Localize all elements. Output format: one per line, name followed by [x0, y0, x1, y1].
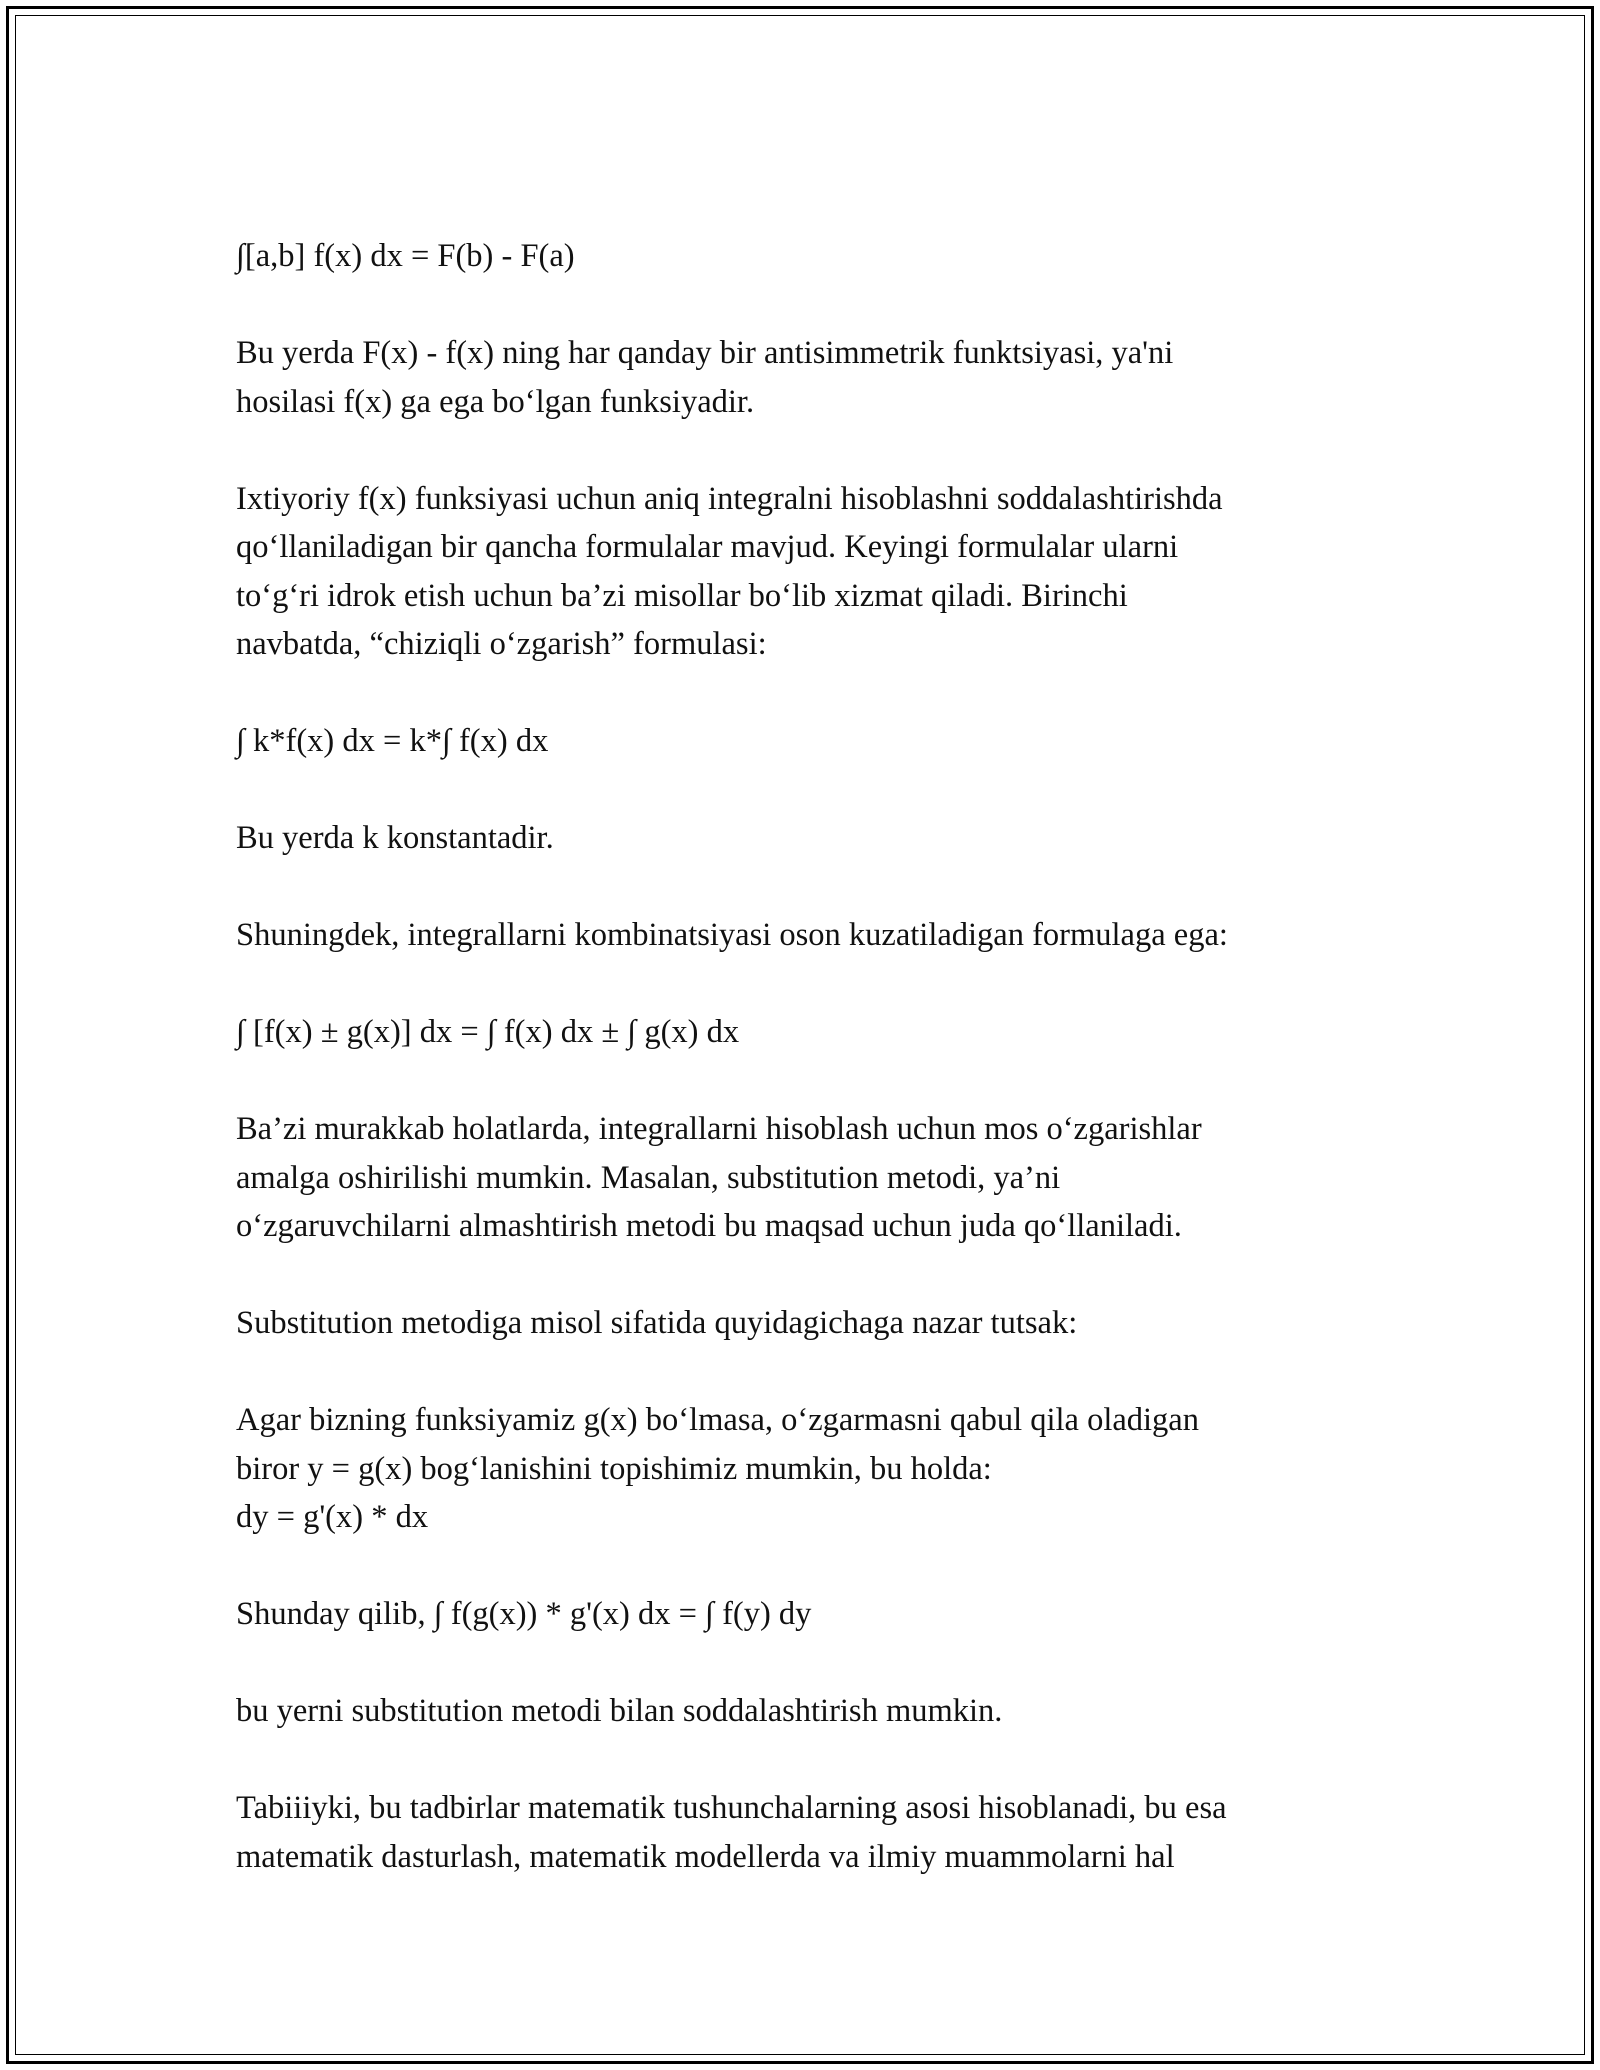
text-line: o‘zgaruvchilarni almashtirish metodi bu maqsad uchun juda qo‘llaniladi. [236, 1208, 1182, 1244]
text-line: ∫ k*f(x) dx = k*∫ f(x) dx [236, 723, 549, 759]
formula-linearity [236, 717, 1376, 766]
paragraph-formulas-intro [236, 475, 1376, 669]
text-line: dy = g'(x) * dx [236, 1499, 429, 1535]
paragraph-antiderivative [236, 329, 1376, 426]
text-line: Ba’zi murakkab holatlarda, integrallarni hisoblash uchun mos o‘zgarishlar [236, 1111, 1202, 1147]
text-line: biror y = g(x) bog‘lanishini topishimiz mumkin, bu holda: [236, 1450, 992, 1487]
formula-definite-integral [236, 232, 1376, 281]
text-line: Shuningdek, integrallarni kombinatsiyasi oson kuzatiladigan formulaga ega: [236, 917, 1228, 953]
paragraph-substitution-example [236, 1299, 1376, 1348]
text-line: to‘g‘ri idrok etish uchun ba’zi misollar bo‘lib xizmat qiladi. Birinchi [236, 577, 1128, 614]
paragraph-conclusion [236, 1784, 1376, 1881]
text-line: Tabiiiyki, bu tadbirlar matematik tushunchalarning asosi hisoblanadi, bu esa [236, 1790, 1227, 1826]
formula-sum-rule [236, 1008, 1376, 1057]
text-line: amalga oshirilishi mumkin. Masalan, substitution metodi, ya’ni [236, 1159, 1061, 1196]
text-line: Ixtiyoriy f(x) funksiyasi uchun aniq integralni hisoblashni soddalashtirishda [236, 480, 1223, 517]
text-line: Substitution metodiga misol sifatida quyidagichaga nazar tutsak: [236, 1305, 1078, 1341]
text-line: hosilasi f(x) ga ega bo‘lgan funksiyadir. [236, 383, 755, 420]
text-line: Shunday qilib, ∫ f(g(x)) * g'(x) dx = ∫ f(y) dy [236, 1596, 812, 1632]
text-line: Agar bizning funksiyamiz g(x) bo‘lmasa, o‘zgarmasni qabul qila oladigan [236, 1402, 1199, 1438]
text-line: ∫[a,b] f(x) dx = F(b) - F(a) [236, 238, 575, 274]
paragraph-substitution-intro [236, 1105, 1376, 1251]
paragraph-substitution-condition [236, 1396, 1376, 1542]
text-line: matematik dasturlash, matematik modellerda va ilmiy muammolarni hal [236, 1838, 1175, 1875]
text-line: Bu yerda k konstantadir. [236, 820, 554, 856]
text-line: navbatda, “chiziqli o‘zgarish” formulasi: [236, 626, 767, 662]
text-line: bu yerni substitution metodi bilan soddalashtirish mumkin. [236, 1693, 1003, 1729]
paragraph-simplification [236, 1687, 1376, 1736]
paragraph-constant [236, 814, 1376, 863]
paragraph-substitution-result [236, 1590, 1376, 1639]
text-line: qo‘llaniladigan bir qancha formulalar mavjud. Keyingi formulalar ularni [236, 529, 1179, 565]
paragraph-combination [236, 911, 1376, 960]
text-line: ∫ [f(x) ± g(x)] dx = ∫ f(x) dx ± ∫ g(x) dx [236, 1014, 740, 1050]
document-body [236, 232, 1376, 1930]
text-line: Bu yerda F(x) - f(x) ning har qanday bir antisimmetrik funktsiyasi, ya'ni [236, 335, 1174, 371]
